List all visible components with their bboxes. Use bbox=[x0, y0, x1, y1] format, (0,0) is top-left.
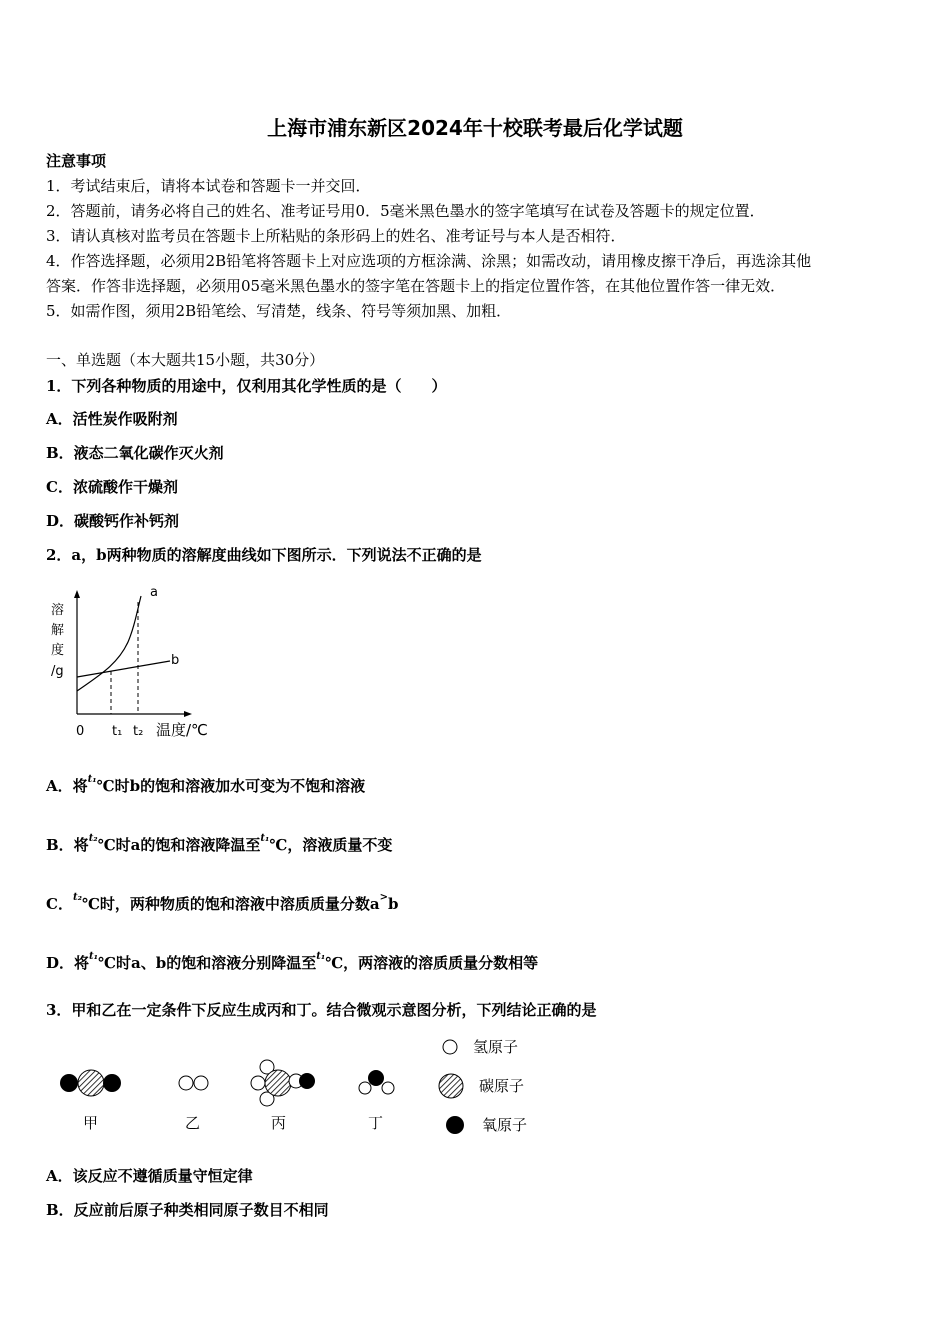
curve-b bbox=[77, 661, 170, 677]
graph-ylabel-char: /g bbox=[51, 664, 64, 679]
oxygen-atom bbox=[60, 1074, 78, 1092]
notice-item: 5．如需作图，须用2B铅笔绘、写清楚，线条、符号等须加黑、加粗． bbox=[46, 302, 512, 320]
molecule-yi bbox=[179, 1076, 208, 1090]
option-text: B．将 bbox=[46, 836, 89, 854]
option-text: ℃，两溶液的溶质质量分数相等 bbox=[325, 954, 539, 972]
graph-ylabel-char: 解 bbox=[51, 623, 65, 638]
question-1-option-d: D．碳酸钙作补钙剂 bbox=[46, 512, 180, 530]
hydrogen-atom bbox=[382, 1082, 394, 1094]
graph-ylabel-char: 度 bbox=[51, 643, 65, 658]
curve-a-label: a bbox=[150, 585, 158, 600]
question-3-option-b: B．反应前后原子种类相同原子数目不相同 bbox=[46, 1201, 329, 1219]
notice-item: 1．考试结束后，请将本试卷和答题卡一并交回． bbox=[46, 177, 371, 195]
legend-hydrogen-icon bbox=[443, 1040, 457, 1054]
temperature-symbol: t₁ bbox=[89, 951, 99, 962]
question-3-option-a: A．该反应不遵循质量守恒定律 bbox=[46, 1167, 253, 1185]
molecule-bing bbox=[251, 1060, 315, 1106]
notice-item: 3．请认真核对监考员在答题卡上所粘贴的条形码上的姓名、准考证号与本人是否相符． bbox=[46, 227, 626, 245]
molecule-ding bbox=[359, 1070, 394, 1094]
graph-ylabel-char: 溶 bbox=[51, 603, 65, 618]
graph-t2-label: t₂ bbox=[133, 724, 144, 739]
notice-item: 4．作答选择题，必须用2B铅笔将答题卡上对应选项的方框涂满、涂黑；如需改动，请用橡皮擦干净后，再选涂其他 bbox=[46, 252, 812, 270]
option-text: ℃时a的饱和溶液降温至 bbox=[97, 836, 261, 854]
question-1-option-c: C．浓硫酸作干燥剂 bbox=[46, 478, 178, 496]
molecule-label: 乙 bbox=[185, 1114, 201, 1132]
question-1-stem: 1．下列各种物质的用途中，仅利用其化学性质的是（ ） bbox=[46, 377, 447, 395]
molecule-label: 丁 bbox=[368, 1114, 384, 1132]
question-3-stem: 3．甲和乙在一定条件下反应生成丙和丁。结合微观示意图分析，下列结论正确的是 bbox=[46, 1001, 597, 1019]
curve-a bbox=[77, 596, 141, 691]
graph-origin-label: 0 bbox=[76, 724, 85, 739]
question-2-option-d bbox=[46, 953, 906, 976]
molecule-jia bbox=[60, 1070, 121, 1096]
option-text: ℃时b的饱和溶液加水可变为不饱和溶液 bbox=[96, 777, 366, 795]
option-text: C． bbox=[46, 895, 73, 913]
question-2-stem: 2．a，b两种物质的溶解度曲线如下图所示．下列说法不正确的是 bbox=[46, 546, 482, 564]
greater-than-symbol: > bbox=[379, 892, 389, 903]
question-2-option-a bbox=[46, 776, 906, 799]
question-1-option-a: A．活性炭作吸附剂 bbox=[46, 410, 178, 428]
notice-item: 答案．作答非选择题，必须用05毫米黑色墨水的签字笔在答题卡上的指定位置作答，在其他位置作答一律无效． bbox=[46, 277, 786, 295]
question-2-option-c bbox=[46, 894, 906, 917]
oxygen-atom bbox=[103, 1074, 121, 1092]
question-1-option-b: B．液态二氧化碳作灭火剂 bbox=[46, 444, 224, 462]
legend-label: 氧原子 bbox=[482, 1116, 528, 1134]
notice-item: 2．答题前，请务必将自己的姓名、准考证号用0．5毫米黑色墨水的签字笔填写在试卷及答题卡的规定位置． bbox=[46, 202, 765, 220]
legend-carbon-icon bbox=[439, 1074, 463, 1098]
option-text: D．将 bbox=[46, 954, 90, 972]
curve-b-label: b bbox=[171, 653, 180, 668]
page-title: 上海市浦东新区2024年十校联考最后化学试题 bbox=[267, 116, 683, 140]
hydrogen-atom bbox=[251, 1076, 265, 1090]
oxygen-atom bbox=[368, 1070, 384, 1086]
option-text: ℃时，两种物质的饱和溶液中溶质质量分数a bbox=[81, 895, 380, 913]
graph-x-axis-arrow bbox=[184, 711, 192, 717]
hydrogen-atom bbox=[179, 1076, 193, 1090]
graph-t1-label: t₁ bbox=[112, 724, 123, 739]
molecule-label: 丙 bbox=[271, 1114, 287, 1132]
temperature-symbol: t₂ bbox=[88, 833, 98, 844]
option-text: A．将 bbox=[46, 777, 88, 795]
question-2-option-b bbox=[46, 835, 906, 858]
notice-heading: 注意事项 bbox=[46, 152, 107, 170]
temperature-symbol: t₂ bbox=[72, 892, 82, 903]
option-text: ℃，溶液质量不变 bbox=[269, 836, 393, 854]
carbon-atom bbox=[265, 1070, 291, 1096]
temperature-symbol: t₁ bbox=[260, 833, 270, 844]
carbon-atom bbox=[78, 1070, 104, 1096]
legend-label: 碳原子 bbox=[479, 1077, 525, 1095]
option-text: ℃时a、b的饱和溶液分别降温至 bbox=[98, 954, 317, 972]
hydrogen-atom bbox=[194, 1076, 208, 1090]
oxygen-atom bbox=[299, 1073, 315, 1089]
solubility-curve-graph bbox=[40, 582, 220, 747]
temperature-symbol: t₁ bbox=[87, 774, 97, 785]
temperature-symbol: t₁ bbox=[316, 951, 326, 962]
graph-y-axis-arrow bbox=[74, 590, 80, 598]
molecule-diagram bbox=[45, 1030, 565, 1140]
hydrogen-atom bbox=[359, 1082, 371, 1094]
molecule-label: 甲 bbox=[83, 1114, 99, 1132]
legend-oxygen-icon bbox=[446, 1116, 464, 1134]
option-text: b bbox=[388, 895, 399, 913]
legend-label: 氢原子 bbox=[473, 1038, 519, 1056]
graph-xlabel: 温度/℃ bbox=[156, 721, 208, 739]
section-heading: 一、单选题（本大题共15小题，共30分） bbox=[46, 351, 325, 369]
